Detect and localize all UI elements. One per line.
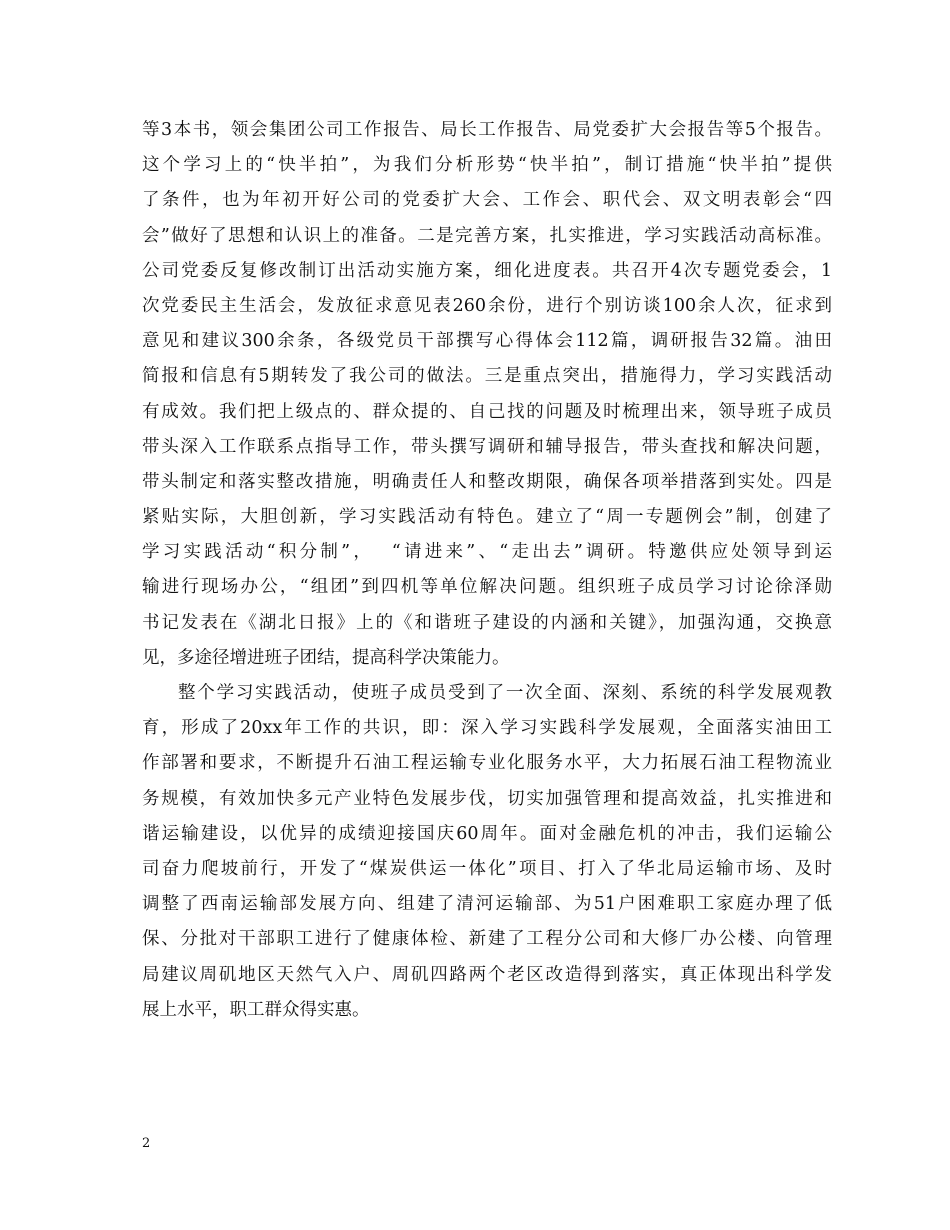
- paragraph-first-line: 整个学习实践活动，使班子成员受到了一次全面、深刻、系统的科学发展观教: [178, 683, 832, 703]
- text-line: 公司党委反复修改制订出活动实施方案，细化进度表。共召开4次专题党委会，1: [142, 260, 832, 281]
- text-line: 输进行现场办公，“组团”到四机等单位解决问题。组织班子成员学习讨论徐泽勋: [142, 577, 832, 598]
- text-line: 次党委民主生活会，发放征求意见表260余份，进行个别访谈100余人次，征求到: [142, 295, 832, 316]
- paragraph-end-line: 见，多途径增进班子团结，提高科学决策能力。: [142, 647, 510, 668]
- text-line: 务规模，有效加快多元产业特色发展步伐，切实加强管理和提高效益，扎实推进和: [142, 788, 832, 809]
- paragraph-end-line: 展上水平，职工群众得实惠。: [142, 999, 370, 1020]
- text-line: 这个学习上的“快半拍”，为我们分析形势“快半拍”，制订措施“快半拍”提供: [142, 155, 832, 176]
- text-line: 谐运输建设，以优异的成绩迎接国庆60周年。面对金融危机的冲击，我们运输公: [142, 823, 832, 844]
- text-line: 会”做好了思想和认识上的准备。二是完善方案，扎实推进，学习实践活动高标准。: [142, 225, 832, 246]
- page-number: 2: [142, 1136, 151, 1151]
- text-line: 带头制定和落实整改措施，明确责任人和整改期限，确保各项举措落到实处。四是: [142, 471, 832, 492]
- text-line: 作部署和要求，不断提升石油工程运输专业化服务水平，大力拓展石油工程物流业: [142, 753, 832, 774]
- text-line: 局建议周矶地区天然气入户、周矶四路两个老区改造得到落实，真正体现出科学发: [142, 964, 832, 985]
- text-line: 带头深入工作联系点指导工作，带头撰写调研和辅导报告，带头查找和解决问题，: [142, 436, 832, 457]
- body-text: [142, 113, 832, 1028]
- text-line: 书记发表在《湖北日报》上的《和谐班子建设的内涵和关键》，加强沟通，交换意: [142, 612, 832, 633]
- text-line: 司奋力爬坡前行，开发了“煤炭供运一体化”项目、打入了华北局运输市场、及时: [142, 858, 832, 879]
- text-line: 育，形成了20xx年工作的共识，即：深入学习实践科学发展观，全面落实油田工: [142, 718, 832, 739]
- text-line: 简报和信息有5期转发了我公司的做法。三是重点突出，措施得力，学习实践活动: [142, 366, 832, 387]
- text-line: 等3本书，领会集团公司工作报告、局长工作报告、局党委扩大会报告等5个报告。: [142, 120, 832, 140]
- text-line: 了条件，也为年初开好公司的党委扩大会、工作会、职代会、双文明表彰会“四: [142, 190, 832, 211]
- text-line: 意见和建议300余条，各级党员干部撰写心得体会112篇，调研报告32篇。油田: [142, 331, 832, 352]
- text-line: 调整了西南运输部发展方向、组建了清河运输部、为51户困难职工家庭办理了低: [142, 894, 832, 915]
- text-line: 学习实践活动“积分制”， “请进来”、“走出去”调研。特邀供应处领导到运: [142, 542, 832, 563]
- text-line: 保、分批对干部职工进行了健康体检、新建了工程分公司和大修厂办公楼、向管理: [142, 929, 832, 950]
- text-line: 有成效。我们把上级点的、群众提的、自己找的问题及时梳理出来，领导班子成员: [142, 401, 832, 422]
- text-line: 紧贴实际，大胆创新，学习实践活动有特色。建立了“周一专题例会”制，创建了: [142, 507, 832, 528]
